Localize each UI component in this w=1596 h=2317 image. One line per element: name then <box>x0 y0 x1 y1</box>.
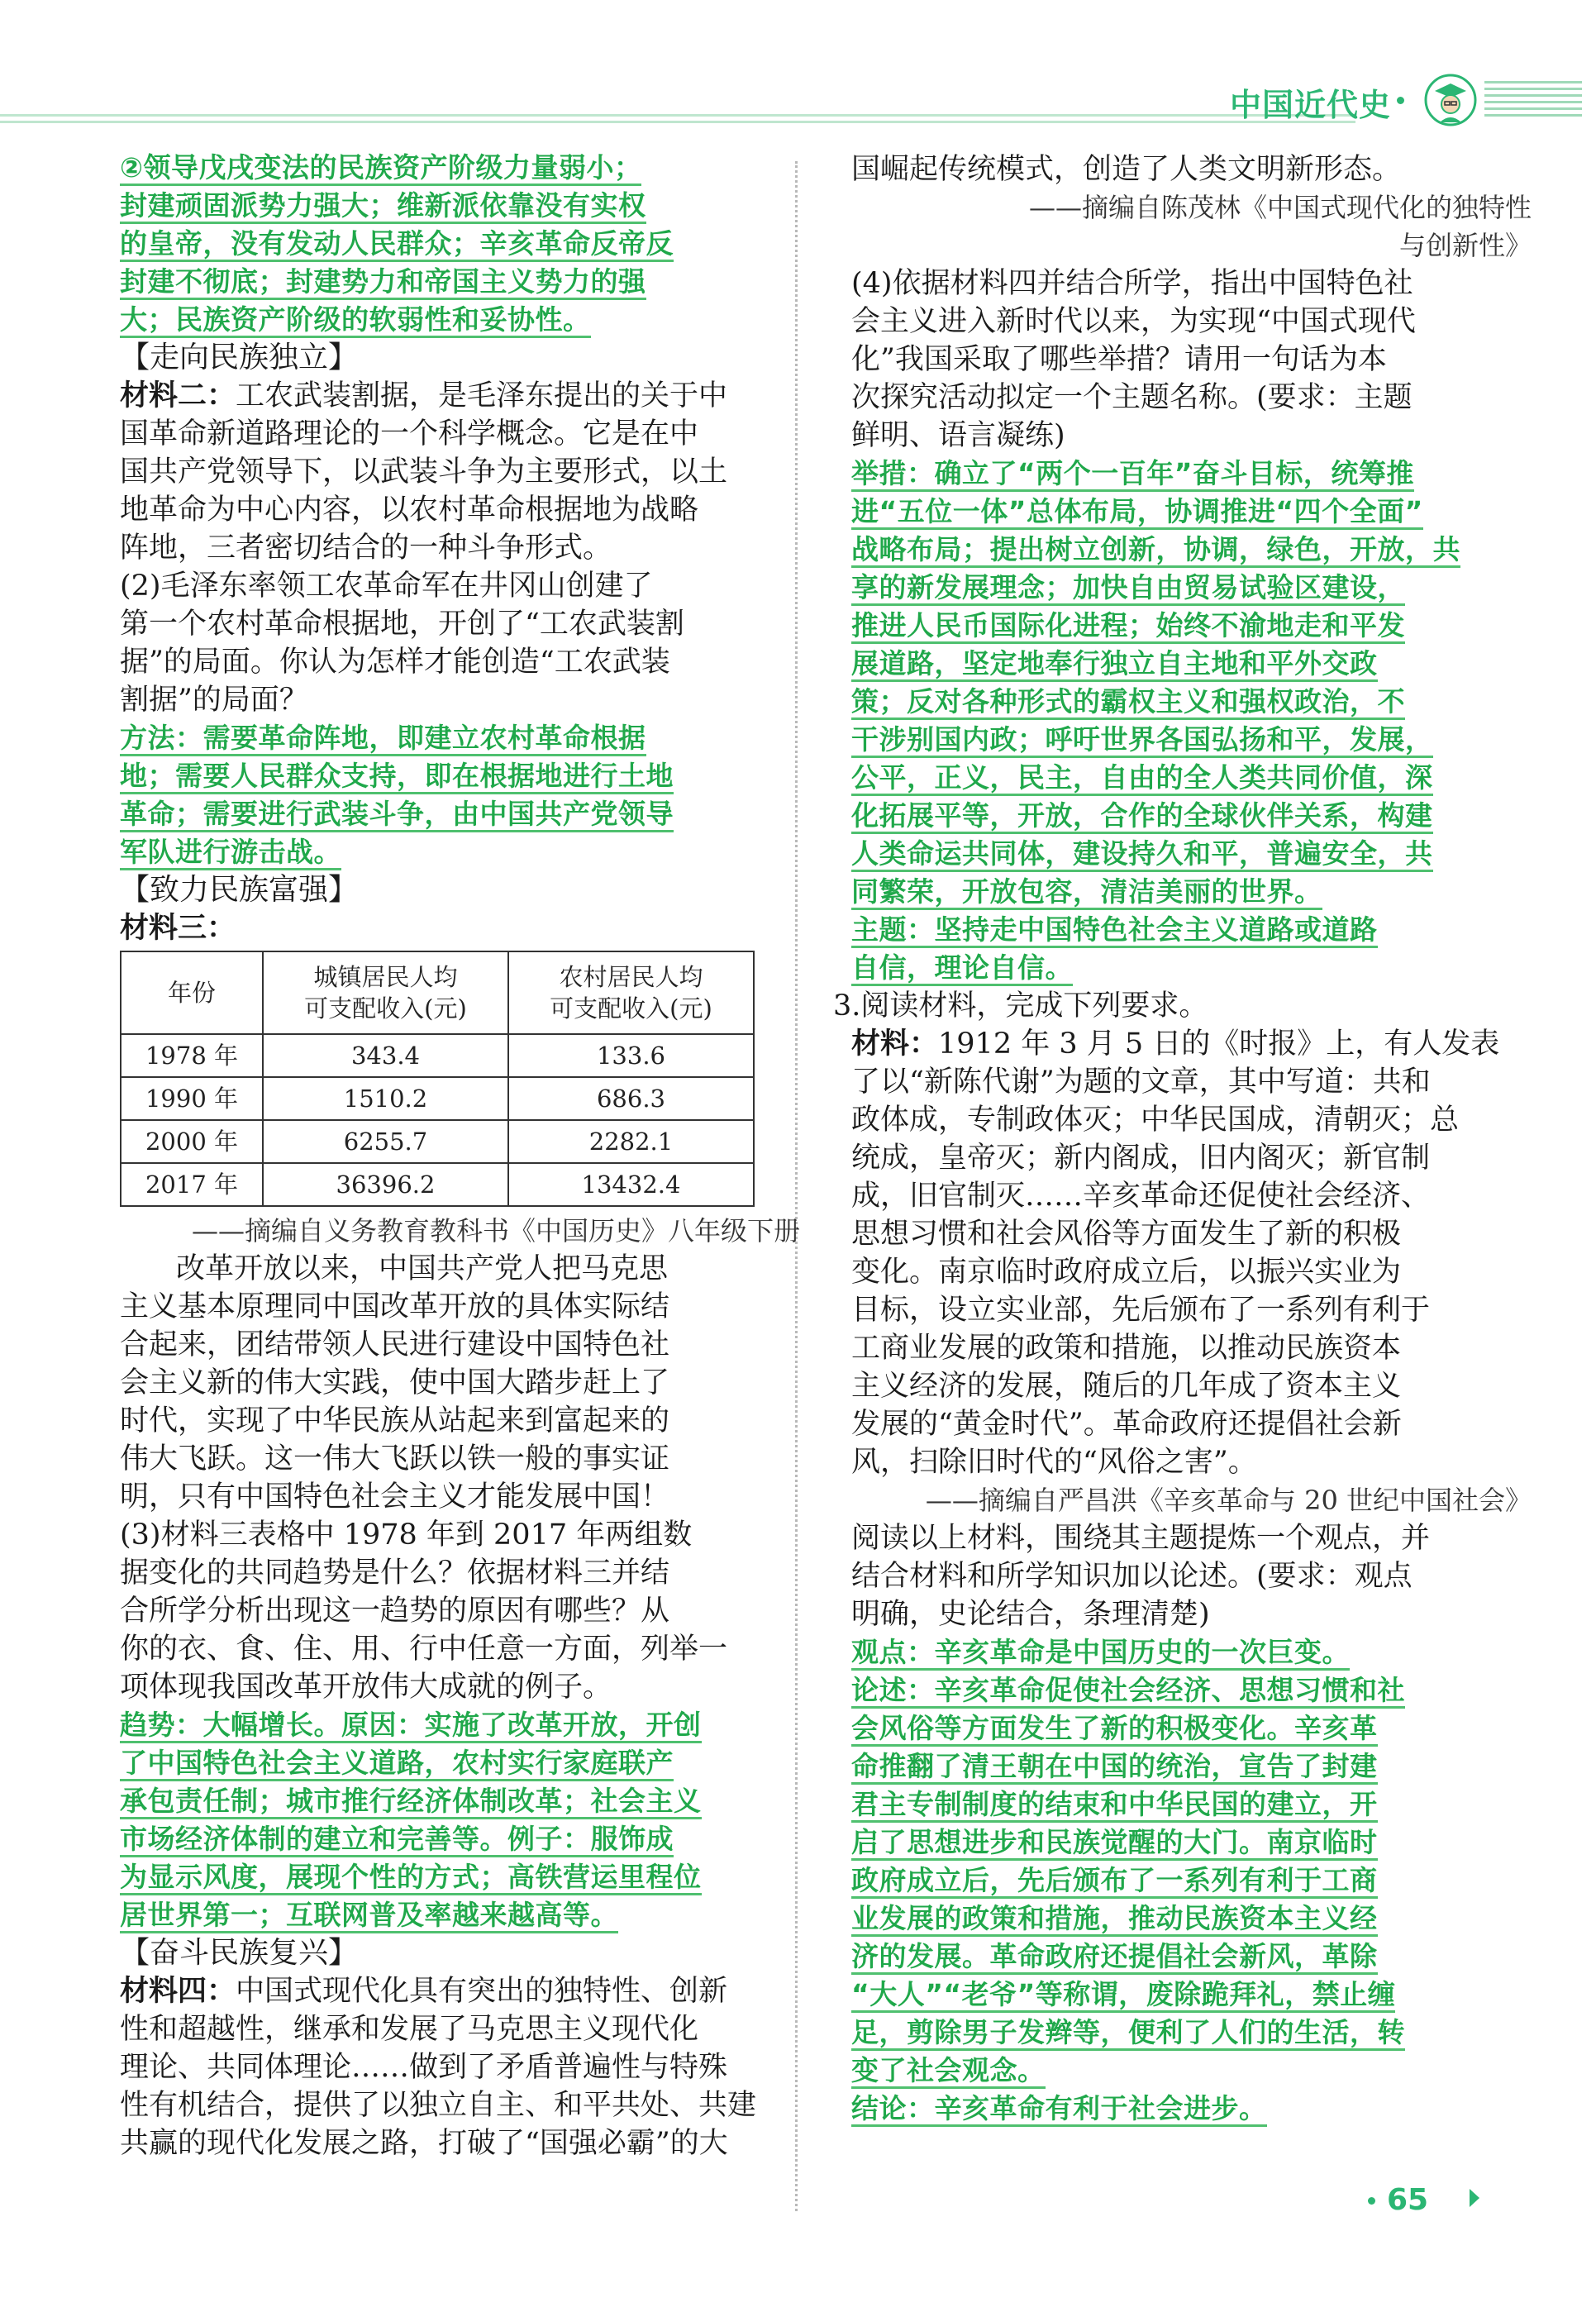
answer-text: 方法：需要革命阵地，即建立农村革命根据 <box>120 722 646 756</box>
table-cell: 6255.7 <box>263 1120 508 1163</box>
answer-text: 同繁荣，开放包容，清洁美丽的世界。 <box>851 875 1322 910</box>
question-text: 第一个农村革命根据地，开创了“工农武装割 <box>120 608 684 641</box>
material-text: 理论、共同体理论……做到了矛盾普遍性与特殊 <box>120 2051 728 2084</box>
answer-text: 进“五位一体”总体布局，协调推进“四个全面” <box>851 495 1423 530</box>
answer-text: ②领导戊戌变法的民族资产阶级力量弱小； <box>120 151 641 186</box>
material-text: 性和超越性，继承和发展了马克思主义现代化 <box>120 2013 699 2046</box>
material-text: 阵地，三者密切结合的一种斗争形式。 <box>120 532 612 565</box>
answer-text: 论述：辛亥革命促使社会经济、思想习惯和社 <box>851 1674 1405 1709</box>
material-text: 政体成，专制政体灭；中华民国成，清朝灭；总 <box>851 1104 1460 1137</box>
table-cell: 133.6 <box>508 1034 754 1077</box>
material-text: 目标，设立实业部，先后颁布了一系列有利于 <box>851 1294 1431 1327</box>
page-number: 65 <box>1387 2183 1429 2217</box>
answer-text: 大；民族资产阶级的软弱性和妥协性。 <box>120 303 591 338</box>
table-header-label: 农村居民人均 可支配收入(元) <box>550 963 712 1023</box>
table-row <box>121 1163 754 1206</box>
answer-text: 承包责任制；城市推行经济体制改革；社会主义 <box>120 1785 702 1819</box>
answer-text: 自信，理论自信。 <box>851 951 1073 986</box>
material-text: 主义基本原理同中国改革开放的具体实际结 <box>120 1290 670 1323</box>
question-text: (3)材料三表格中 1978 年到 2017 年两组数 <box>120 1518 693 1552</box>
material-text: 国崛起传统模式，创造了人类文明新形态。 <box>851 153 1402 186</box>
material-label: 材料四： <box>120 1975 236 2008</box>
material-text: 性有机结合，提供了以独立自主、和平共处、共建 <box>120 2089 757 2122</box>
material-text: 国共产党领导下，以武装斗争为主要形式，以土 <box>120 455 728 489</box>
answer-text: 君主专制制度的结束和中华民国的建立，开 <box>851 1788 1378 1823</box>
material-text: 地革命为中心内容，以农村革命根据地为战略 <box>120 493 699 527</box>
material-text: 伟大飞跃。这一伟大飞跃以铁一般的事实证 <box>120 1442 670 1476</box>
question-text: 据”的局面。你认为怎样才能创造“工农武装 <box>120 646 670 679</box>
material-text: 时代，实现了中华民族从站起来到富起来的 <box>120 1404 670 1437</box>
material-text: 变化。南京临时政府成立后，以振兴实业为 <box>851 1256 1402 1289</box>
answer-text: “大人”“老爷”等称谓，废除跪拜礼，禁止缠 <box>851 1978 1395 2013</box>
header-rule <box>0 121 1355 123</box>
answer-text: 趋势：大幅增长。原因：实施了改革开放，开创 <box>120 1709 702 1743</box>
material-text: 了以“新陈代谢”为题的文章，其中写道：共和 <box>851 1066 1431 1099</box>
table-cell: 1510.2 <box>263 1077 508 1120</box>
material-text: 明，只有中国特色社会主义才能发展中国！ <box>120 1480 670 1514</box>
answer-text: 济的发展。革命政府还提倡社会新风，革除 <box>851 1940 1378 1975</box>
material-text: 会主义新的伟大实践，使中国大踏步赶上了 <box>120 1366 670 1399</box>
answer-text: 了中国特色社会主义道路，农村实行家庭联产 <box>120 1747 674 1781</box>
section-heading: 【奋斗民族复兴】 <box>120 1936 359 1970</box>
table-header-label: 年份 <box>167 979 216 1007</box>
table-row <box>121 1034 754 1077</box>
material-text: 工农武装割据，是毛泽东提出的关于中 <box>236 379 728 412</box>
question-text: 次探究活动拟定一个主题名称。(要求：主题 <box>851 381 1413 414</box>
source-citation: ——摘编自严昌洪《辛亥革命与 20 世纪中国社会》 <box>925 1485 1532 1516</box>
income-table <box>120 951 755 1207</box>
header-decoration-lines <box>1484 81 1582 121</box>
header-rule <box>0 114 1355 117</box>
answer-text: 的皇帝，没有发动人民群众；辛亥革命反帝反 <box>120 227 674 262</box>
answer-text: 举措：确立了“两个一百年”奋斗目标，统筹推 <box>851 457 1414 492</box>
table-cell: 2282.1 <box>508 1120 754 1163</box>
answer-text: 人类命运共同体，建设持久和平，普遍安全，共 <box>851 837 1433 872</box>
question-text: 阅读以上材料，围绕其主题提炼一个观点，并 <box>851 1522 1431 1555</box>
table-cell: 686.3 <box>508 1077 754 1120</box>
answer-text: 公平，正义，民主，自由的全人类共同价值，深 <box>851 761 1433 796</box>
answer-text: 命推翻了清王朝在中国的统治，宣告了封建 <box>851 1750 1378 1785</box>
material-text: 成，旧官制灭……辛亥革命还促使社会经济、 <box>851 1180 1431 1213</box>
source-citation: 与创新性》 <box>1398 230 1532 261</box>
answer-text: 展道路，坚定地奉行独立自主地和平外交政 <box>851 647 1378 682</box>
question-text: 你的衣、食、住、用、行中任意一方面，列举一 <box>120 1633 728 1666</box>
answer-text: 推进人民币国际化进程；始终不渝地走和平发 <box>851 609 1405 644</box>
question-text: 明确，史论结合，条理清楚) <box>851 1598 1210 1631</box>
section-heading: 【致力民族富强】 <box>120 873 359 907</box>
answer-text: 启了思想进步和民族觉醒的大门。南京临时 <box>851 1826 1378 1861</box>
section-title: 中国近代史 <box>1230 87 1392 123</box>
table-cell: 2017 年 <box>121 1163 263 1206</box>
right-column <box>833 150 1532 2128</box>
source-citation: ——摘编自义务教育教科书《中国历史》八年级下册 <box>191 1215 800 1247</box>
answer-text: 封建不彻底；封建势力和帝国主义势力的强 <box>120 265 646 300</box>
answer-text: 居世界第一；互联网普及率越来越高等。 <box>120 1899 618 1933</box>
table-header-cell <box>121 951 263 1034</box>
material-text: 风，扫除旧时代的“风俗之害”。 <box>851 1446 1257 1479</box>
left-column <box>120 149 800 2162</box>
table-cell: 2000 年 <box>121 1120 263 1163</box>
question-text: 会主义进入新时代以来，为实现“中国式现代 <box>851 305 1416 338</box>
student-avatar-icon <box>1423 73 1478 127</box>
material-text: 国革命新道路理论的一个科学概念。它是在中 <box>120 417 699 451</box>
answer-text: 享的新发展理念；加快自由贸易试验区建设， <box>851 571 1405 606</box>
answer-text: 地；需要人民群众支持，即在根据地进行土地 <box>120 760 674 794</box>
material-label: 材料三： <box>120 912 236 945</box>
material-text: 改革开放以来，中国共产党人把马克思 <box>176 1252 669 1285</box>
answer-text: 军队进行游击战。 <box>120 836 341 870</box>
table-row <box>121 1120 754 1163</box>
table-header-cell <box>508 951 754 1034</box>
material-text: 共赢的现代化发展之路，打破了“国强必霸”的大 <box>120 2127 728 2160</box>
table-cell: 13432.4 <box>508 1163 754 1206</box>
material-text: 工商业发展的政策和措施，以推动民族资本 <box>851 1332 1402 1365</box>
material-text: 思想习惯和社会风俗等方面发生了新的积极 <box>851 1218 1402 1251</box>
answer-text: 封建顽固派势力强大；维新派依靠没有实权 <box>120 189 646 224</box>
answer-text: 政府成立后，先后颁布了一系列有利于工商 <box>851 1864 1378 1899</box>
question-text: (2)毛泽东率领工农革命军在井冈山创建了 <box>120 570 653 603</box>
material-text: 1912 年 3 月 5 日的《时报》上，有人发表 <box>938 1027 1500 1061</box>
material-label: 材料二： <box>120 379 236 412</box>
question-text: 据变化的共同趋势是什么？依据材料三并结 <box>120 1557 670 1590</box>
header-dot <box>1397 97 1404 104</box>
page-number-dot <box>1368 2197 1375 2205</box>
question-text: 项体现我国改革开放伟大成就的例子。 <box>120 1671 612 1704</box>
answer-text: 观点：辛亥革命是中国历史的一次巨变。 <box>851 1636 1350 1671</box>
answer-text: 革命；需要进行武装斗争，由中国共产党领导 <box>120 798 674 832</box>
answer-text: 主题：坚持走中国特色社会主义道路或道路 <box>851 913 1378 948</box>
answer-text: 变了社会观念。 <box>851 2054 1046 2089</box>
next-arrow-icon <box>1470 2189 1479 2207</box>
answer-text: 市场经济体制的建立和完善等。例子：服饰成 <box>120 1823 674 1857</box>
table-header-label: 城镇居民人均 可支配收入(元) <box>304 963 467 1023</box>
question-text: (4)依据材料四并结合所学，指出中国特色社 <box>851 267 1413 300</box>
material-text: 主义经济的发展，随后的几年成了资本主义 <box>851 1370 1402 1403</box>
answer-text: 化拓展平等，开放，合作的全球伙伴关系，构建 <box>851 799 1433 834</box>
table-cell: 1990 年 <box>121 1077 263 1120</box>
question-text: 结合材料和所学知识加以论述。(要求：观点 <box>851 1560 1413 1593</box>
material-text: 发展的“黄金时代”。革命政府还提倡社会新 <box>851 1408 1402 1441</box>
table-cell: 343.4 <box>263 1034 508 1077</box>
answer-text: 战略布局；提出树立创新，协调，绿色，开放，共 <box>851 533 1460 568</box>
section-heading: 【走向民族独立】 <box>120 341 359 374</box>
material-text: 统成，皇帝灭；新内阁成，旧内阁灭；新官制 <box>851 1142 1431 1175</box>
table-cell: 1978 年 <box>121 1034 263 1077</box>
material-text: 中国式现代化具有突出的独特性、创新 <box>236 1975 728 2008</box>
answer-text: 策；反对各种形式的霸权主义和强权政治，不 <box>851 685 1405 720</box>
answer-text: 结论：辛亥革命有利于社会进步。 <box>851 2092 1267 2127</box>
answer-text: 干涉别国内政；呼吁世界各国弘扬和平，发展， <box>851 723 1433 758</box>
table-row <box>121 1077 754 1120</box>
answer-text: 会风俗等方面发生了新的积极变化。辛亥革 <box>851 1712 1378 1747</box>
answer-text: 为显示风度，展现个性的方式；高铁营运里程位 <box>120 1861 702 1895</box>
answer-text: 业发展的政策和措施，推动民族资本主义经 <box>851 1902 1378 1937</box>
question-text: 化”我国采取了哪些举措？请用一句话为本 <box>851 343 1387 376</box>
table-header-cell <box>263 951 508 1034</box>
source-citation: ——摘编自陈茂林《中国式现代化的独特性 <box>1028 192 1532 223</box>
question-text: 割据”的局面？ <box>120 684 308 717</box>
question-heading: 3.阅读材料，完成下列要求。 <box>833 989 1208 1023</box>
material-text: 合起来，团结带领人民进行建设中国特色社 <box>120 1328 670 1361</box>
question-text: 合所学分析出现这一趋势的原因有哪些？从 <box>120 1595 670 1628</box>
question-text: 鲜明、语言凝练) <box>851 419 1065 452</box>
table-header-row <box>121 951 754 1034</box>
material-label: 材料： <box>851 1027 939 1061</box>
answer-text: 足，剪除男子发辫等，便利了人们的生活，转 <box>851 2016 1405 2051</box>
table-cell: 36396.2 <box>263 1163 508 1206</box>
